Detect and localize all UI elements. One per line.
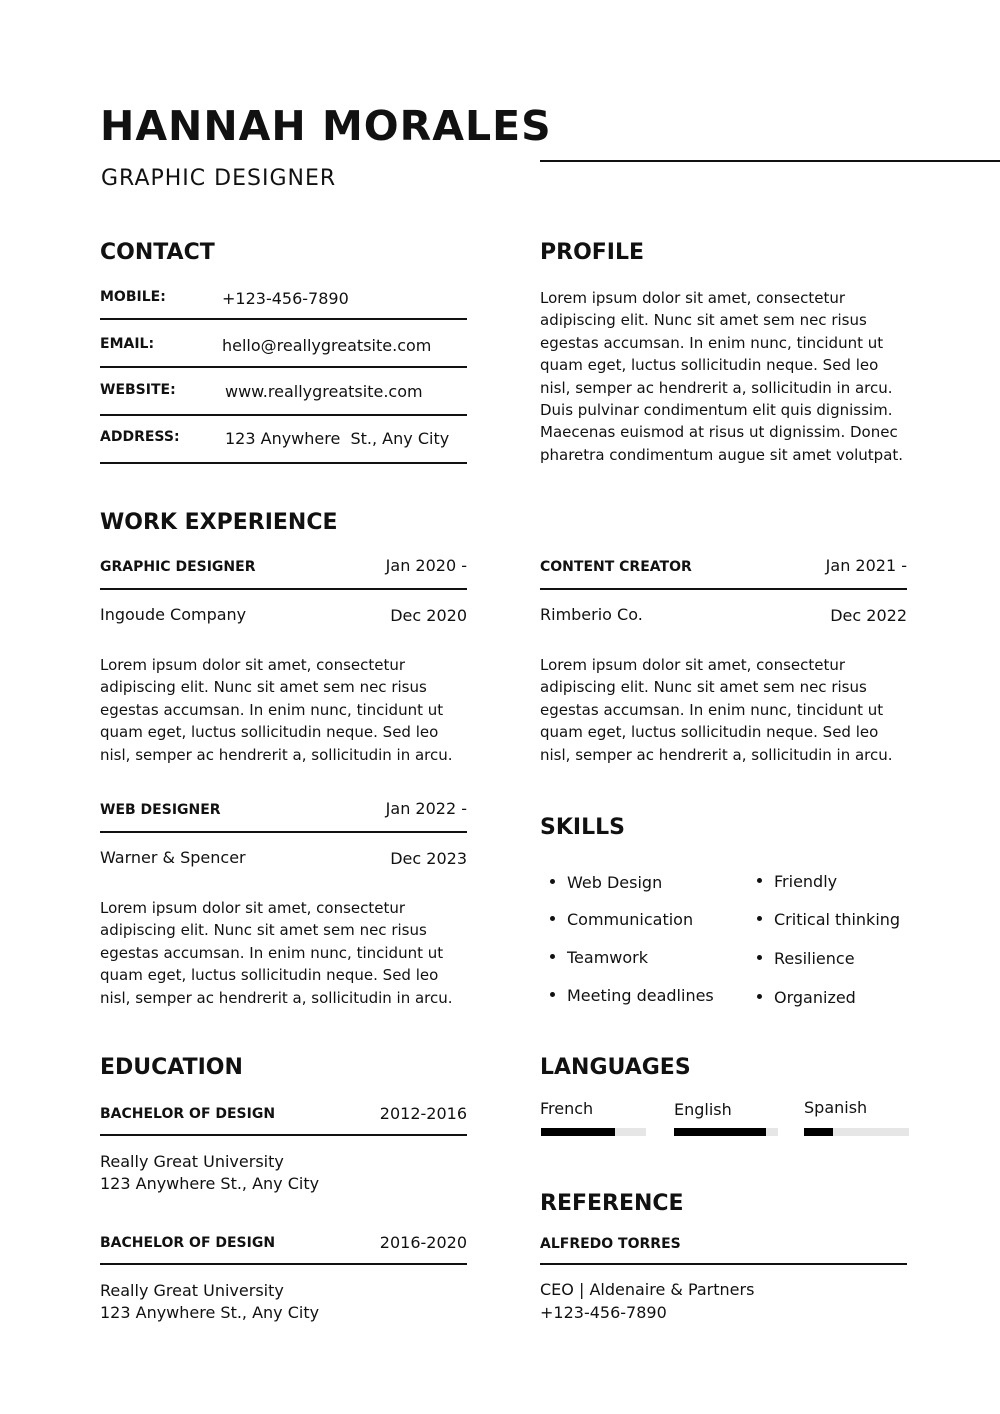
- work-experience-heading: WORK EXPERIENCE: [100, 510, 338, 535]
- education-address: 123 Anywhere St., Any City: [100, 1303, 320, 1322]
- header-divider: [540, 160, 1000, 162]
- job-title: GRAPHIC DESIGNER: [100, 559, 256, 575]
- language-level-fill: [541, 1128, 615, 1136]
- job-divider: [100, 831, 467, 833]
- skill-item: Organized: [757, 987, 856, 1009]
- job-end-date: Dec 2020: [390, 606, 467, 625]
- job-start-date: Jan 2021 -: [825, 556, 907, 575]
- job-end-date: Dec 2022: [830, 606, 907, 625]
- language-level-fill: [804, 1128, 833, 1136]
- profile-heading: PROFILE: [540, 240, 645, 265]
- education-divider: [100, 1263, 467, 1265]
- skill-item: Resilience: [757, 948, 855, 970]
- contact-address-value: 123 Anywhere St., Any City: [225, 429, 450, 448]
- languages-heading: LANGUAGES: [540, 1055, 691, 1080]
- job-divider: [100, 588, 467, 590]
- job-start-date: Jan 2022 -: [385, 799, 467, 818]
- contact-email-label: EMAIL:: [100, 336, 155, 352]
- skill-item: Friendly: [757, 871, 837, 893]
- contact-address-label: ADDRESS:: [100, 429, 180, 445]
- reference-position: CEO | Aldenaire & Partners: [540, 1280, 755, 1299]
- education-address: 123 Anywhere St., Any City: [100, 1174, 320, 1193]
- language-level-bar: [674, 1128, 778, 1136]
- job-company: Rimberio Co.: [540, 605, 643, 624]
- bullet-icon: [550, 879, 555, 884]
- skill-item: Meeting deadlines: [550, 985, 714, 1007]
- reference-phone: +123-456-7890: [540, 1303, 667, 1322]
- reference-name: ALFREDO TORRES: [540, 1236, 681, 1252]
- contact-divider: [100, 366, 467, 368]
- bullet-icon: [757, 994, 762, 999]
- job-company: Warner & Spencer: [100, 848, 246, 867]
- language-level-bar: [541, 1128, 646, 1136]
- language-level-fill: [674, 1128, 766, 1136]
- skills-heading: SKILLS: [540, 815, 625, 840]
- language-name: English: [674, 1100, 732, 1119]
- job-description: Lorem ipsum dolor sit amet, consectetur adipiscing elit. Nunc sit amet sem nec risus egestas accumsan. In enim nunc, tincidunt ut quam eget, luctus sollicitudin neque. Sed leo nisl, semper ac hendrerit a, sollicitudin in arcu.: [100, 656, 453, 764]
- education-years: 2012-2016: [379, 1104, 467, 1123]
- reference-divider: [540, 1263, 907, 1265]
- contact-website-label: WEBSITE:: [100, 382, 176, 398]
- contact-website-value[interactable]: www.reallygreatsite.com: [225, 382, 423, 401]
- job-description: Lorem ipsum dolor sit amet, consectetur adipiscing elit. Nunc sit amet sem nec risus egestas accumsan. In enim nunc, tincidunt ut quam eget, luctus sollicitudin neque. Sed leo nisl, semper ac hendrerit a, sollicitudin in arcu.: [100, 899, 453, 1007]
- job-end-date: Dec 2023: [390, 849, 467, 868]
- job-title: CONTENT CREATOR: [540, 559, 692, 575]
- contact-heading: CONTACT: [100, 240, 215, 265]
- language-name: French: [540, 1099, 594, 1118]
- language-name: Spanish: [804, 1098, 868, 1117]
- profile-text: Lorem ipsum dolor sit amet, consectetur adipiscing elit. Nunc sit amet sem nec risus egestas accumsan. In enim nunc, tincidunt ut quam eget, luctus sollicitudin neque. Sed leo nisl, semper ac hendrerit a, sollicitudin in arcu. Duis pulvinar condimentum elit quis dignissim. Maecenas euismod at risus ut dignissim. Donec pharetra condimentum augue sit amet volutpat.: [540, 289, 904, 464]
- skill-item: Communication: [550, 909, 693, 931]
- education-divider: [100, 1134, 467, 1136]
- job-divider: [540, 588, 907, 590]
- education-heading: EDUCATION: [100, 1055, 243, 1080]
- skill-item: Teamwork: [550, 947, 648, 969]
- skill-item: Critical thinking: [757, 909, 900, 931]
- education-school: Really Great University: [100, 1152, 284, 1171]
- candidate-title: GRAPHIC DESIGNER: [101, 166, 337, 191]
- bullet-icon: [550, 954, 555, 959]
- bullet-icon: [550, 916, 555, 921]
- skill-item: Web Design: [550, 872, 662, 894]
- bullet-icon: [757, 916, 762, 921]
- reference-heading: REFERENCE: [540, 1191, 684, 1216]
- job-description: Lorem ipsum dolor sit amet, consectetur adipiscing elit. Nunc sit amet sem nec risus egestas accumsan. In enim nunc, tincidunt ut quam eget, luctus sollicitudin neque. Sed leo nisl, semper ac hendrerit a, sollicitudin in arcu.: [540, 656, 893, 764]
- education-degree: BACHELOR OF DESIGN: [100, 1106, 276, 1122]
- contact-email-value[interactable]: hello@reallygreatsite.com: [222, 336, 432, 355]
- education-years: 2016-2020: [379, 1233, 467, 1252]
- job-title: WEB DESIGNER: [100, 802, 221, 818]
- contact-divider: [100, 462, 467, 464]
- contact-mobile-label: MOBILE:: [100, 289, 166, 305]
- language-level-bar: [804, 1128, 909, 1136]
- bullet-icon: [550, 992, 555, 997]
- contact-mobile-value: +123-456-7890: [222, 289, 349, 308]
- bullet-icon: [757, 955, 762, 960]
- education-school: Really Great University: [100, 1281, 284, 1300]
- contact-divider: [100, 318, 467, 320]
- contact-divider: [100, 414, 467, 416]
- job-start-date: Jan 2020 -: [385, 556, 467, 575]
- education-degree: BACHELOR OF DESIGN: [100, 1235, 276, 1251]
- job-company: Ingoude Company: [100, 605, 247, 624]
- candidate-name: HANNAH MORALES: [100, 102, 552, 150]
- bullet-icon: [757, 878, 762, 883]
